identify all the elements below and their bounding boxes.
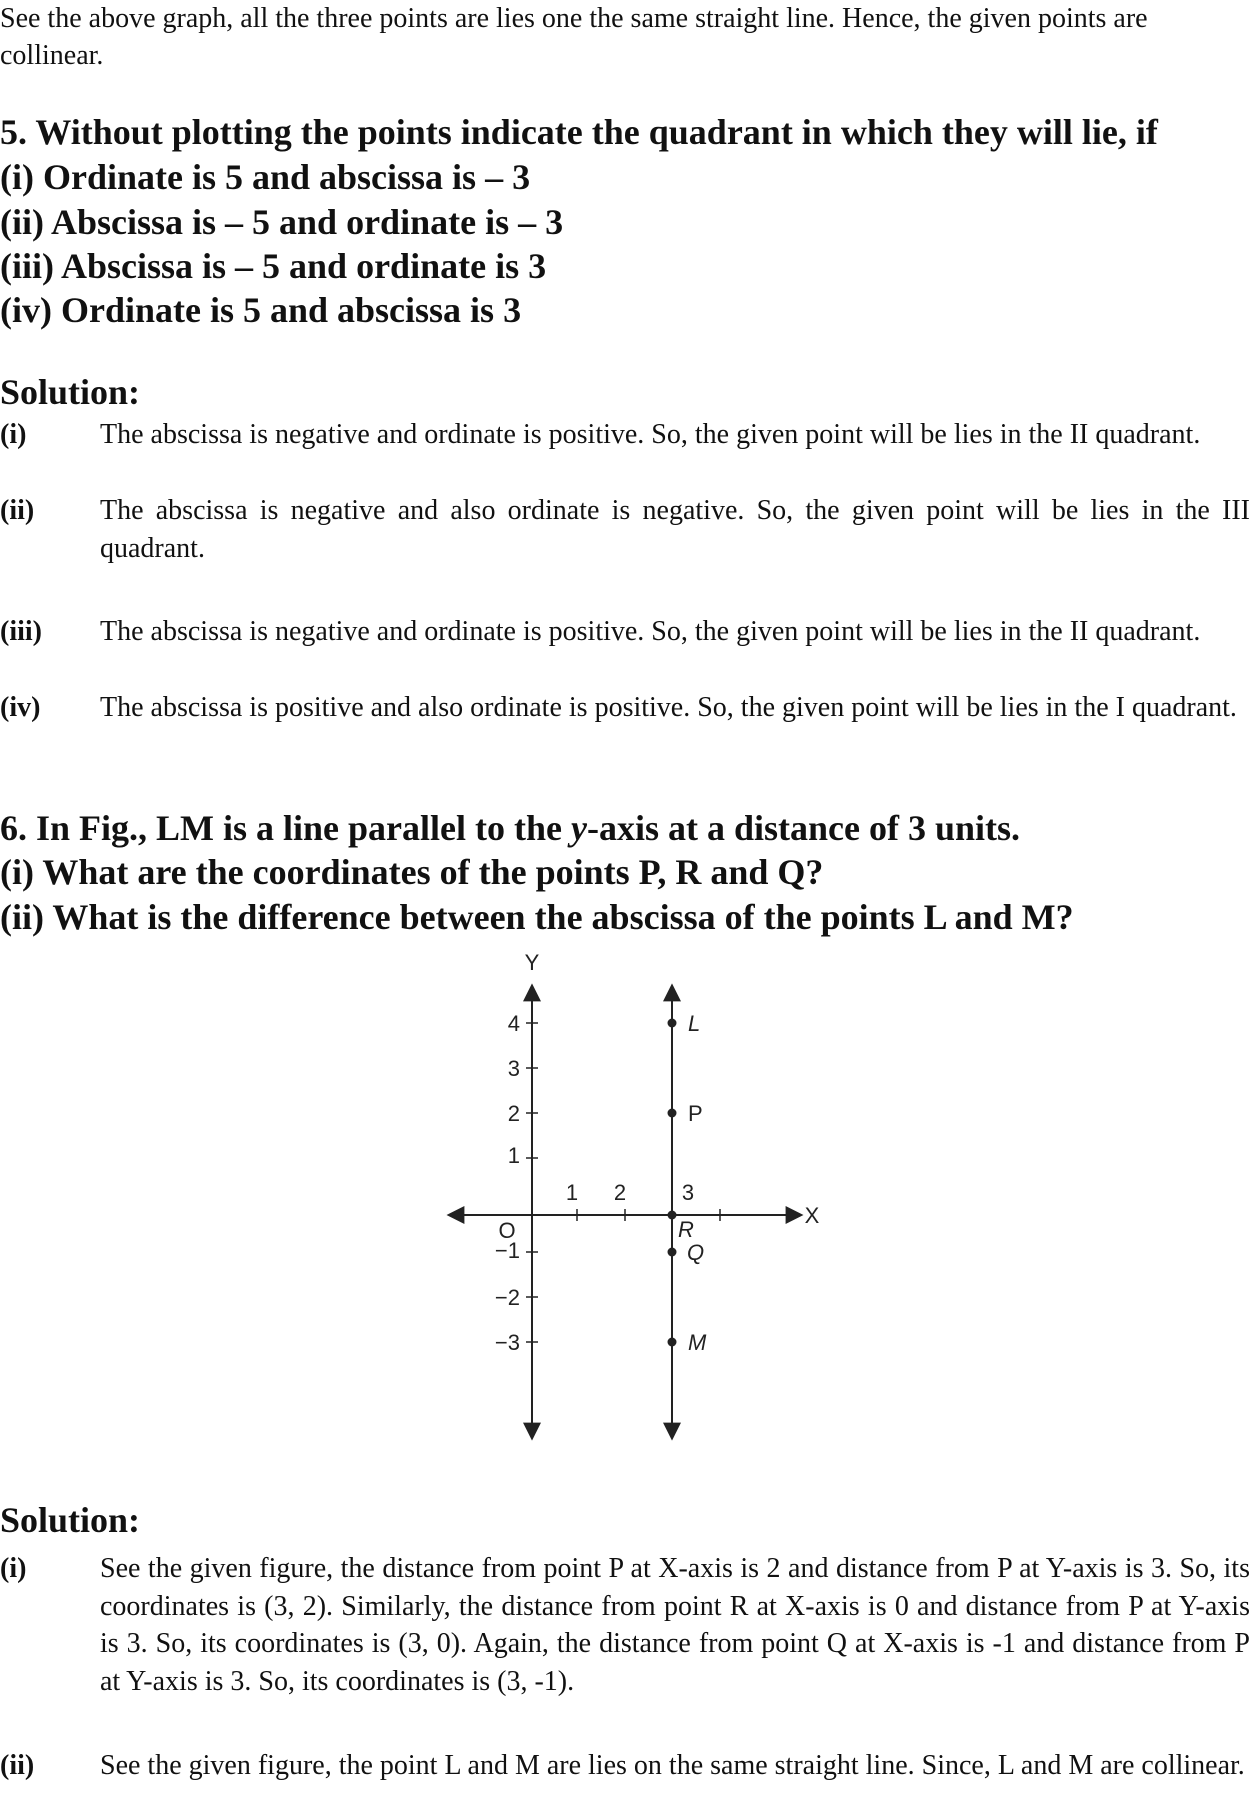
q6-title-post: -axis at a distance of 3 units. bbox=[586, 808, 1021, 848]
q6-title-pre: 6. In Fig., LM is a line parallel to the bbox=[0, 808, 571, 848]
q5-part-2: (ii) Abscissa is – 5 and ordinate is – 3 bbox=[0, 202, 564, 242]
point-r-label: R bbox=[678, 1217, 694, 1242]
solution-label: (i) bbox=[0, 1553, 27, 1584]
point-l-dot bbox=[668, 1019, 677, 1028]
y-tick-label: −2 bbox=[494, 1285, 520, 1310]
q6-title bbox=[0, 806, 1250, 851]
q5-solution-4 bbox=[0, 689, 1250, 727]
point-m-label: M bbox=[688, 1330, 707, 1355]
solution-label: (iii) bbox=[0, 616, 42, 647]
q5-part-1: (i) Ordinate is 5 and abscissa is – 3 bbox=[0, 157, 531, 197]
x-tick-label: 2 bbox=[613, 1180, 627, 1205]
y-tick-label: 4 bbox=[507, 1011, 520, 1036]
q5-solution-2 bbox=[0, 492, 1250, 567]
coordinate-graph bbox=[430, 945, 830, 1455]
point-p-dot bbox=[668, 1109, 677, 1118]
solution-label: (ii) bbox=[0, 1750, 35, 1781]
q6-solution-2 bbox=[0, 1747, 1250, 1785]
y-tick-label: 2 bbox=[507, 1101, 520, 1126]
q6-title-var: y bbox=[571, 808, 587, 848]
y-axis-label: Y bbox=[524, 950, 540, 975]
q6-solution-1 bbox=[0, 1550, 1250, 1700]
q6-part-2: (ii) What is the difference between the abscissa of the points L and M? bbox=[0, 897, 1074, 937]
solution-label: (i) bbox=[0, 419, 27, 450]
point-l-label: L bbox=[688, 1011, 701, 1036]
q5-solution-1 bbox=[0, 416, 1250, 454]
y-tick-label: 1 bbox=[507, 1143, 520, 1168]
solution-text: The abscissa is positive and also ordinate is positive. So, the given point will be lies in the I quadrant. bbox=[100, 692, 1237, 723]
q6-solution-heading: Solution: bbox=[0, 1500, 141, 1540]
x-tick-label: 3 bbox=[681, 1180, 695, 1205]
solution-text: See the given figure, the distance from point P at X-axis is 2 and distance from P at Y-axis is 3. So, its coordinates is (3, 2). Similarly, the distance from point R at X-axis is 0 and distance from P at Y-axis is 3. So, its coordinates is (3, 0). Again, the distance from point Q at X-axis is -1 and distance from P at Y-axis is 3. So, its coordinates is (3, -1). bbox=[100, 1553, 1250, 1697]
point-q-dot bbox=[668, 1248, 677, 1257]
q5-part-3: (iii) Abscissa is – 5 and ordinate is 3 bbox=[0, 246, 547, 286]
y-tick-label: −3 bbox=[494, 1330, 520, 1355]
point-r-dot bbox=[668, 1211, 677, 1220]
x-axis-label: X bbox=[804, 1203, 820, 1228]
q5-solution-heading: Solution: bbox=[0, 372, 141, 412]
y-tick-label: −1 bbox=[494, 1238, 520, 1263]
point-p-label: P bbox=[688, 1101, 703, 1126]
origin-label: O bbox=[498, 1218, 516, 1243]
solution-text: See the given figure, the point L and M are lies on the same straight line. Since, L and M are collinear. bbox=[100, 1750, 1245, 1781]
q5-part-4: (iv) Ordinate is 5 and abscissa is 3 bbox=[0, 290, 522, 330]
x-tick-label: 1 bbox=[565, 1180, 579, 1205]
q5-title: 5. Without plotting the points indicate the quadrant in which they will lie, if bbox=[0, 112, 1158, 152]
solution-text: The abscissa is negative and ordinate is positive. So, the given point will be lies in the II quadrant. bbox=[100, 419, 1201, 450]
solution-label: (iv) bbox=[0, 692, 41, 723]
point-q-label: Q bbox=[687, 1240, 705, 1265]
q6-part-1: (i) What are the coordinates of the points P, R and Q? bbox=[0, 852, 824, 892]
solution-label: (ii) bbox=[0, 495, 35, 526]
intro-paragraph: See the above graph, all the three points are lies one the same straight line. Hence, the given points are collinear. bbox=[0, 3, 1148, 71]
solution-text: The abscissa is negative and ordinate is positive. So, the given point will be lies in the II quadrant. bbox=[100, 616, 1201, 647]
point-m-dot bbox=[668, 1338, 677, 1347]
solution-text: The abscissa is negative and also ordinate is negative. So, the given point will be lies in the III quadrant. bbox=[100, 495, 1250, 564]
q5-solution-3 bbox=[0, 613, 1250, 651]
y-tick-label: 3 bbox=[507, 1056, 520, 1081]
